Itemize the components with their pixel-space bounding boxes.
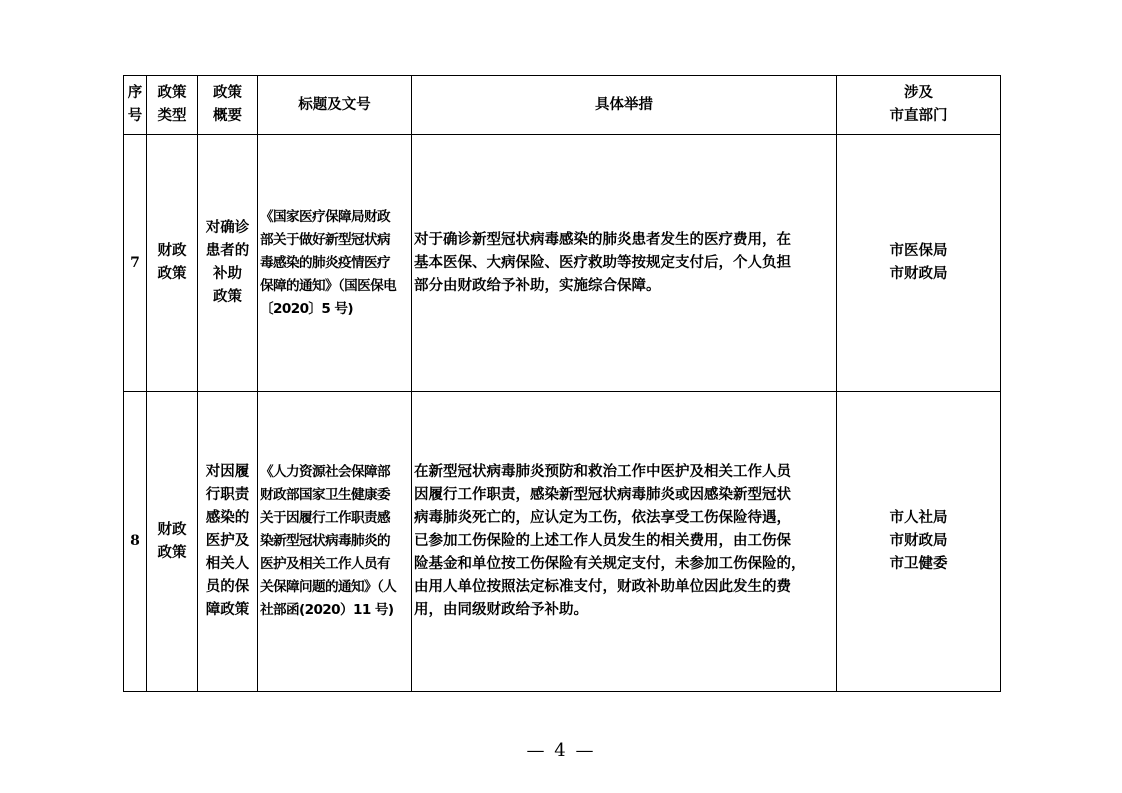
row-measures-line: 因履行工作职责，感染新型冠状病毒肺炎或因感染新型冠状 — [414, 487, 791, 503]
row-measures-line: 已参加工伤保险的上述工作人员发生的相关费用，由工伤保 — [414, 533, 791, 549]
header-measures: 具体举措 — [412, 76, 837, 135]
header-summary-line: 政策 — [213, 85, 242, 101]
row-title-line: 关保障问题的通知》（人 — [260, 579, 397, 595]
row-title-line: 染新型冠状病毒肺炎的 — [260, 533, 390, 549]
row-title-line: 财政部国家卫生健康委 — [260, 487, 390, 503]
row-department: 市医保局 — [889, 243, 948, 259]
row-title-line: 毒感染的肺炎疫情医疗 — [260, 254, 390, 271]
row-type-line: 政策 — [157, 266, 187, 282]
header-seq — [124, 76, 147, 135]
header-seq-line: 序 — [127, 85, 143, 101]
header-type — [147, 76, 198, 135]
row-summary-line: 感染的 — [205, 510, 250, 526]
header-row — [124, 76, 1001, 135]
row-measures-line: 用，由同级财政给予补助。 — [414, 602, 588, 618]
row-title — [258, 135, 412, 392]
row-department: 市财政局 — [889, 266, 948, 282]
row-summary-line: 患者的 — [205, 243, 250, 259]
table-row — [124, 392, 1001, 692]
row-summary-line: 对因履 — [205, 464, 250, 480]
header-summary-line: 概要 — [213, 108, 242, 124]
row-summary — [198, 135, 258, 392]
row-measures-line: 病毒肺炎死亡的，应认定为工伤，依法享受工伤保险待遇， — [414, 510, 791, 526]
row-type — [147, 135, 198, 392]
row-title-line: 《人力资源社会保障部 — [260, 464, 390, 480]
row-title-line: 保障的通知》（国医保电 — [260, 277, 397, 294]
row-title-line: 《国家医疗保障局财政 — [260, 208, 390, 225]
row-summary-line: 补助 — [213, 266, 242, 282]
header-type-line: 类型 — [157, 108, 187, 124]
page-number: — 4 — — [526, 740, 596, 761]
row-title — [258, 392, 412, 692]
header-departments — [837, 76, 1001, 135]
row-type-line: 政策 — [157, 544, 187, 561]
row-seq: 7 — [124, 135, 147, 392]
row-type — [147, 392, 198, 692]
row-departments — [837, 392, 1001, 692]
row-title-line: 社部函(2020）11 号) — [260, 602, 394, 618]
header-summary — [198, 76, 258, 135]
header-type-line: 政策 — [157, 85, 187, 101]
row-summary-line: 政策 — [213, 289, 242, 305]
row-department: 市人社局 — [889, 510, 948, 526]
row-type-line: 财政 — [157, 243, 187, 259]
policy-table — [123, 75, 1001, 692]
row-summary-line: 障政策 — [205, 602, 250, 618]
row-title-line: 关于因履行工作职责感 — [260, 510, 390, 526]
row-summary-line: 医护及 — [205, 533, 250, 549]
row-measures — [412, 135, 837, 392]
header-seq-line: 号 — [127, 108, 143, 124]
row-measures-line: 对于确诊新型冠状病毒感染的肺炎患者发生的医疗费用，在 — [414, 231, 791, 248]
row-summary-line: 行职责 — [205, 487, 250, 503]
header-departments-line: 市直部门 — [889, 108, 948, 124]
row-seq: 8 — [124, 392, 147, 692]
row-summary-line: 相关人 — [205, 556, 250, 572]
row-title-line: 〔2020〕5 号) — [260, 300, 354, 317]
row-measures-line: 险基金和单位按工伤保险有关规定支付，未参加工伤保险的， — [414, 556, 806, 572]
row-measures-line: 在新型冠状病毒肺炎预防和救治工作中医护及相关工作人员 — [414, 464, 791, 480]
row-title-line: 部关于做好新型冠状病 — [260, 231, 390, 248]
row-summary-line: 对确诊 — [205, 220, 250, 236]
row-measures-line: 由用人单位按照法定标准支付，财政补助单位因此发生的费 — [414, 579, 791, 595]
row-departments — [837, 135, 1001, 392]
row-summary — [198, 392, 258, 692]
row-type-line: 财政 — [157, 521, 187, 538]
header-departments-line: 涉及 — [904, 85, 933, 101]
row-department: 市财政局 — [889, 533, 948, 549]
table-row — [124, 135, 1001, 392]
row-department: 市卫健委 — [889, 556, 948, 572]
row-measures — [412, 392, 837, 692]
row-title-line: 医护及相关工作人员有 — [260, 556, 390, 572]
header-title: 标题及文号 — [258, 76, 412, 135]
row-measures-line: 部分由财政给予补助，实施综合保障。 — [414, 277, 661, 294]
row-summary-line: 员的保 — [205, 579, 250, 595]
row-measures-line: 基本医保、大病保险、医疗救助等按规定支付后，个人负担 — [414, 254, 791, 271]
